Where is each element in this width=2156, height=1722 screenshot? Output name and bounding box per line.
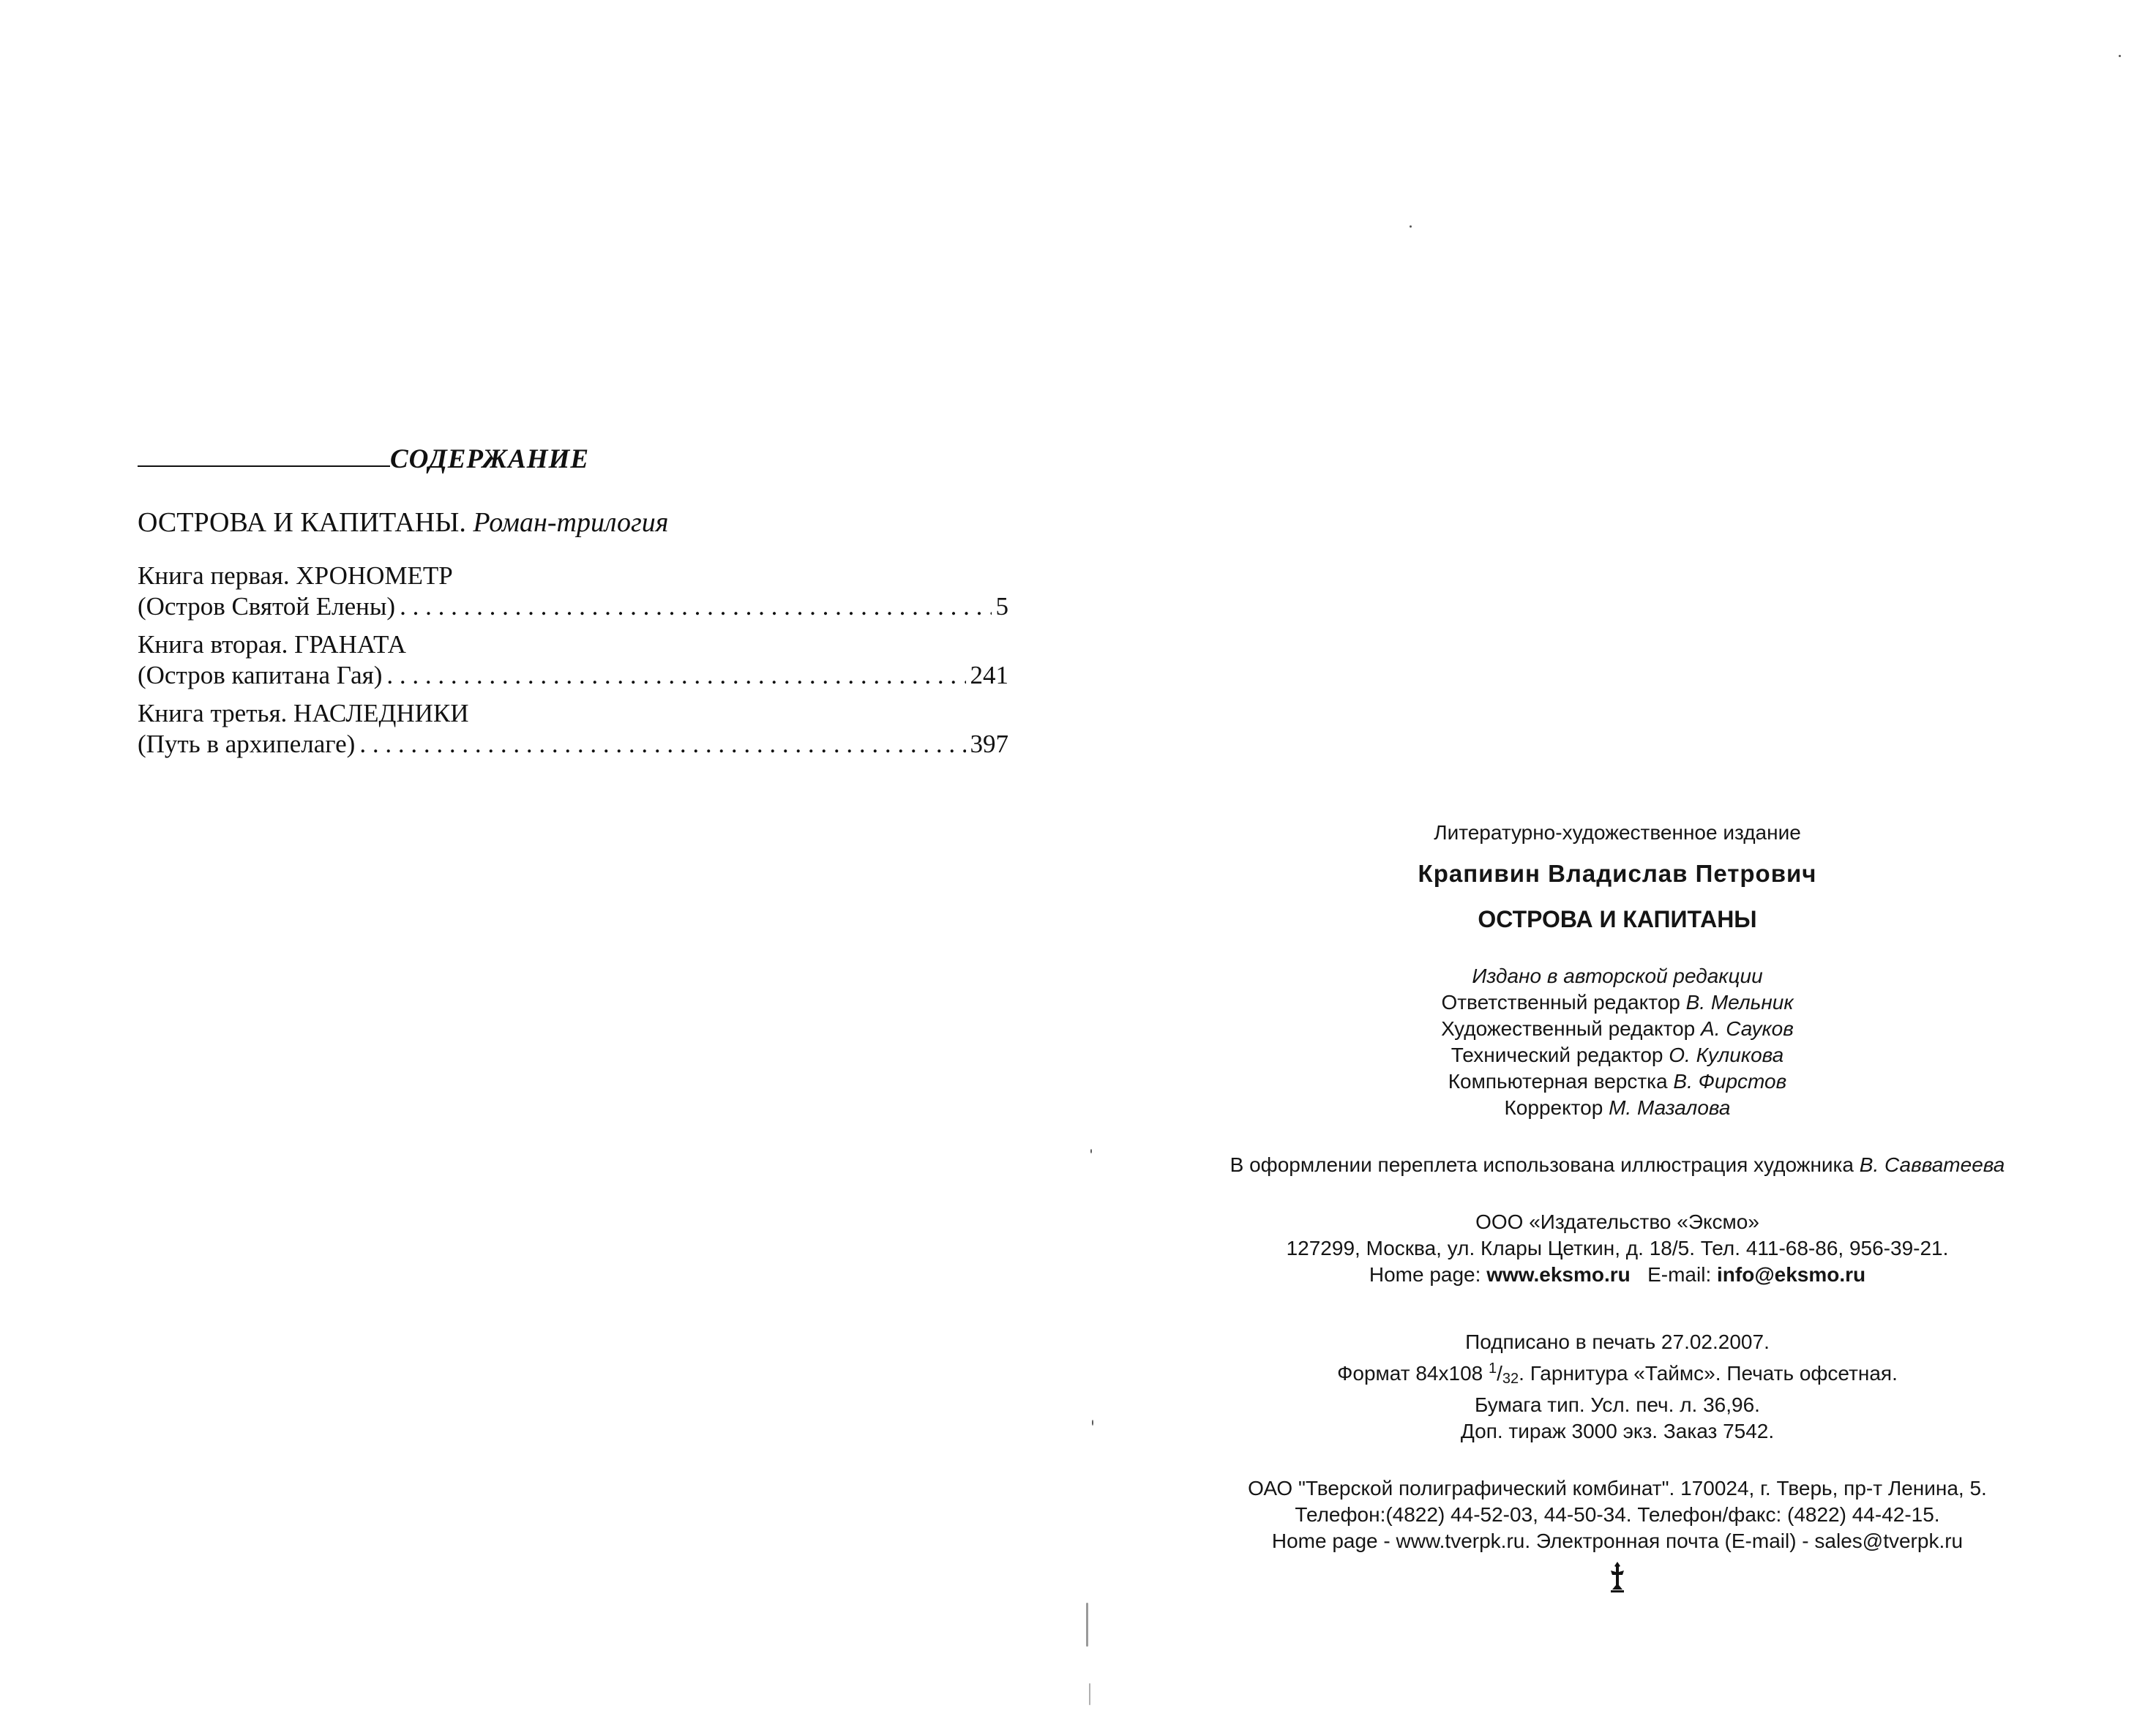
toc-heading-row xyxy=(138,432,1008,476)
author-name: Крапивин Владислав Петрович xyxy=(1418,860,1817,887)
cover-note xyxy=(1156,1152,2078,1178)
cover-artist: В. Савватеева xyxy=(1859,1153,2005,1176)
credit-line xyxy=(1156,1095,2078,1121)
publisher-name: ООО «Издательство «Эксмо» xyxy=(1475,1210,1759,1233)
toc-entry[interactable] xyxy=(138,561,1008,622)
printer-line: Телефон:(4822) 44-52-03, 44-50-34. Телефон/факс: (4822) 44-42-15. xyxy=(1295,1503,1940,1526)
toc-entry-book: Книга вторая. ГРАНАТА xyxy=(138,629,406,659)
print-details-block xyxy=(1156,1329,2078,1445)
publisher-email-link[interactable]: info@eksmo.ru xyxy=(1717,1263,1866,1286)
credit-line xyxy=(1156,1068,2078,1095)
edition-type: Литературно-художественное издание xyxy=(1434,821,1801,844)
toc-leader-dots xyxy=(400,591,991,622)
paper-details: Бумага тип. Усл. печ. л. 36,96. xyxy=(1475,1393,1760,1416)
toc-entry-subtitle: (Путь в архипелаге) xyxy=(138,729,356,758)
toc-entry-page: 5 xyxy=(995,591,1008,621)
credit-role: Корректор xyxy=(1504,1096,1603,1119)
toc-entry-line xyxy=(138,660,1008,691)
credit-role: Ответственный редактор xyxy=(1441,991,1680,1014)
credit-role: Технический редактор xyxy=(1451,1044,1663,1066)
table-of-contents xyxy=(138,432,1008,767)
imprint-block xyxy=(1156,820,2078,1598)
publisher-homepage-link[interactable]: www.eksmo.ru xyxy=(1486,1263,1631,1286)
credit-line xyxy=(1156,1016,2078,1042)
toc-list xyxy=(138,561,1008,760)
book-title: ОСТРОВА И КАПИТАНЫ xyxy=(1478,906,1757,932)
email-label: E-mail: xyxy=(1647,1263,1712,1286)
toc-entry-page: 397 xyxy=(970,729,1008,758)
printer-line: Home page - www.tverpk.ru. Электронная почта (E-mail) - sales@tverpk.ru xyxy=(1271,1530,1964,1552)
scan-speck xyxy=(2119,55,2121,57)
credit-line xyxy=(1156,989,2078,1016)
print-format: Формат 84x108 $^1/_{32}$. Гарнитура «Таймс». Печать офсетная. xyxy=(1337,1360,1898,1387)
toc-entry[interactable] xyxy=(138,698,1008,760)
toc-entry-book: Книга третья. НАСЛЕДНИКИ xyxy=(138,698,469,727)
scan-speck xyxy=(1089,1683,1090,1705)
printer-block xyxy=(1156,1475,2078,1598)
toc-main-subtitle: Роман-трилогия xyxy=(473,507,669,538)
toc-entry-subtitle: (Остров капитана Гая) xyxy=(138,660,383,689)
print-run: Доп. тираж 3000 экз. Заказ 7542. xyxy=(1460,1420,1775,1442)
toc-entry-subtitle: (Остров Святой Елены) xyxy=(138,591,396,621)
format-numerator: 1 xyxy=(1489,1360,1497,1377)
format-prefix: Формат 84x108 xyxy=(1337,1362,1483,1385)
homepage-label: Home page: xyxy=(1369,1263,1481,1286)
toc-entry[interactable] xyxy=(138,629,1008,691)
credit-role: Компьютерная верстка xyxy=(1448,1070,1668,1093)
toc-entry-line xyxy=(138,591,1008,622)
printer-logo-icon xyxy=(1606,1560,1628,1594)
toc-heading-rule xyxy=(138,465,390,467)
format-denominator: 32 xyxy=(1502,1371,1519,1387)
credit-name: А. Сауков xyxy=(1701,1017,1794,1040)
scan-speck xyxy=(1092,1420,1093,1426)
toc-entry-line xyxy=(138,729,1008,760)
signed-date: Подписано в печать 27.02.2007. xyxy=(1465,1330,1770,1353)
scan-speck xyxy=(1410,225,1412,228)
scan-speck xyxy=(1090,1149,1092,1153)
credit-name: М. Мазалова xyxy=(1609,1096,1731,1119)
toc-heading: СОДЕРЖАНИЕ xyxy=(390,444,589,474)
printer-line: ОАО "Тверской полиграфический комбинат". 170024, г. Тверь, пр-т Ленина, 5. xyxy=(1248,1477,1987,1500)
credit-line xyxy=(1156,1042,2078,1068)
credits-block xyxy=(1156,963,2078,1121)
cover-note-text: В оформлении переплета использована иллюстрация художника xyxy=(1229,1153,1854,1176)
format-suffix: . Гарнитура «Таймс». Печать офсетная. xyxy=(1519,1362,1898,1385)
credit-role: Художественный редактор xyxy=(1441,1017,1696,1040)
toc-leader-dots xyxy=(386,660,965,691)
toc-main-title xyxy=(138,506,1008,540)
publisher-address: 127299, Москва, ул. Клары Цеткин, д. 18/5. Тел. 411-68-86, 956-39-21. xyxy=(1286,1237,1949,1259)
credit-name: О. Куликова xyxy=(1669,1044,1784,1066)
publisher-block xyxy=(1156,1209,2078,1288)
toc-leader-dots xyxy=(359,729,965,760)
publisher-contacts xyxy=(1156,1262,2078,1288)
toc-entry-page: 241 xyxy=(970,660,1008,689)
credit-name: В. Фирстов xyxy=(1673,1070,1787,1093)
edition-note: Издано в авторской редакции xyxy=(1472,965,1763,987)
scan-speck xyxy=(1086,1603,1088,1647)
credit-name: В. Мельник xyxy=(1685,991,1794,1014)
toc-entry-book: Книга первая. ХРОНОМЕТР xyxy=(138,561,453,590)
toc-main-title-text: ОСТРОВА И КАПИТАНЫ. xyxy=(138,507,466,538)
